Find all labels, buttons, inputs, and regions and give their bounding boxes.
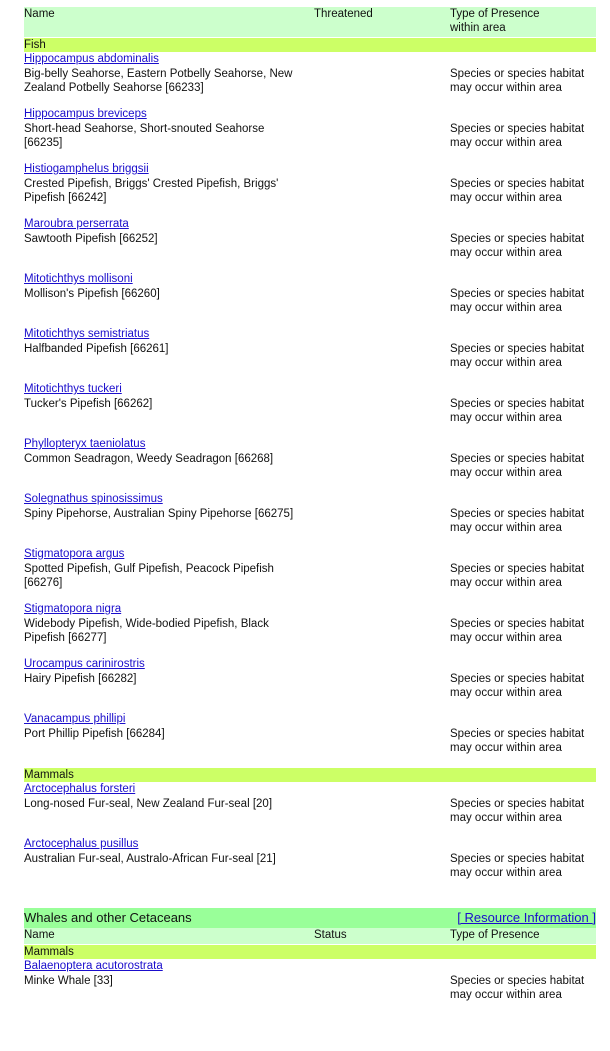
species-name-cell	[24, 437, 314, 492]
species-report	[24, 0, 596, 1014]
species-line	[24, 327, 314, 342]
presence-cell	[450, 974, 596, 1002]
presence-line: Species or species habitat	[450, 178, 585, 190]
species-link[interactable]: Vanacampus phillipi	[24, 713, 126, 725]
table-row	[24, 959, 596, 1014]
table-body	[24, 38, 596, 892]
species-link[interactable]: Mitotichthys tuckeri	[24, 383, 122, 395]
common-name-line: Hairy Pipefish [66282]	[24, 672, 137, 685]
table-row	[24, 837, 596, 892]
species-name-cell	[24, 382, 314, 437]
species-line	[24, 382, 314, 397]
header-presence	[450, 7, 596, 35]
presence-line: Species or species habitat	[450, 728, 585, 740]
presence-line: may occur within area	[450, 302, 562, 314]
common-name-line: Minke Whale [33]	[24, 974, 113, 987]
species-link[interactable]: Balaenoptera acutorostrata	[24, 960, 163, 972]
species-name-cell	[24, 272, 314, 327]
species-name-cell	[24, 492, 314, 547]
group-row	[24, 945, 596, 959]
presence-line: may occur within area	[450, 192, 562, 204]
header-presence-line1: Type of Presence	[450, 8, 540, 20]
presence-line: may occur within area	[450, 867, 562, 879]
presence-line: may occur within area	[450, 812, 562, 824]
common-name-line: Mollison's Pipefish [66260]	[24, 287, 160, 300]
table-row	[24, 657, 596, 712]
presence-cell	[450, 287, 596, 315]
header-threatened: Threatened	[314, 8, 373, 20]
table2-header	[24, 928, 596, 944]
presence-line: may occur within area	[450, 82, 562, 94]
presence-cell	[450, 797, 596, 825]
species-name-cell	[24, 217, 314, 272]
species-name-cell	[24, 837, 314, 892]
presence-cell	[450, 67, 596, 95]
species-line	[24, 602, 314, 617]
common-name-line: Tucker's Pipefish [66262]	[24, 397, 153, 410]
group-label: Fish	[24, 39, 46, 51]
species-link[interactable]: Hippocampus abdominalis	[24, 53, 159, 65]
presence-cell	[450, 232, 596, 260]
species-line	[24, 52, 314, 67]
species-line	[24, 959, 314, 974]
table-row	[24, 327, 596, 382]
species-link[interactable]: Phyllopteryx taeniolatus	[24, 438, 146, 450]
table-row	[24, 547, 596, 602]
common-name-line: Pipefish [66242]	[24, 192, 107, 204]
table-header	[24, 7, 596, 37]
table-row	[24, 217, 596, 272]
species-name-cell	[24, 107, 314, 162]
presence-cell	[450, 852, 596, 880]
species-link[interactable]: Histiogamphelus briggsii	[24, 163, 149, 175]
presence-line: Species or species habitat	[450, 398, 585, 410]
species-name-cell	[24, 959, 314, 1014]
species-line	[24, 837, 314, 852]
species-name-cell	[24, 162, 314, 217]
species-name-cell	[24, 602, 314, 657]
presence-cell	[450, 727, 596, 755]
species-link[interactable]: Arctocephalus pusillus	[24, 838, 139, 850]
species-line	[24, 272, 314, 287]
common-name-line: Crested Pipefish, Briggs' Crested Pipefish, Briggs'	[24, 177, 279, 190]
presence-line: may occur within area	[450, 577, 562, 589]
common-name-line: Pipefish [66277]	[24, 632, 107, 644]
presence-line: Species or species habitat	[450, 453, 585, 465]
species-line	[24, 217, 314, 232]
table-row	[24, 782, 596, 837]
header-presence-line2: within area	[450, 22, 506, 34]
presence-cell	[450, 122, 596, 150]
species-link[interactable]: Mitotichthys mollisoni	[24, 273, 133, 285]
species-line	[24, 107, 314, 122]
header2-name: Name	[24, 929, 55, 941]
common-name-line: Short-head Seahorse, Short-snouted Seahorse	[24, 122, 265, 135]
presence-cell	[450, 562, 596, 590]
presence-line: Species or species habitat	[450, 618, 585, 630]
presence-line: may occur within area	[450, 687, 562, 699]
presence-line: Species or species habitat	[450, 343, 585, 355]
common-name-line: Australian Fur-seal, Australo-African Fur-seal [21]	[24, 852, 276, 865]
presence-cell	[450, 177, 596, 205]
common-name-line: Long-nosed Fur-seal, New Zealand Fur-seal [20]	[24, 797, 273, 810]
species-name-cell	[24, 712, 314, 767]
section-title: Whales and other Cetaceans	[24, 910, 192, 925]
presence-cell	[450, 617, 596, 645]
species-link[interactable]: Maroubra perserrata	[24, 218, 129, 230]
section-header-cetaceans	[24, 908, 596, 928]
presence-line: Species or species habitat	[450, 798, 585, 810]
presence-cell	[450, 342, 596, 370]
presence-line: Species or species habitat	[450, 563, 585, 575]
presence-line: may occur within area	[450, 467, 562, 479]
presence-line: Species or species habitat	[450, 975, 585, 987]
species-link[interactable]: Solegnathus spinosissimus	[24, 493, 163, 505]
presence-cell	[450, 507, 596, 535]
presence-line: may occur within area	[450, 137, 562, 149]
species-name-cell	[24, 52, 314, 107]
species-link[interactable]: Mitotichthys semistriatus	[24, 328, 150, 340]
common-name-line: Zealand Potbelly Seahorse [66233]	[24, 82, 204, 94]
presence-line: Species or species habitat	[450, 673, 585, 685]
header-name: Name	[24, 8, 55, 20]
common-name-line: Common Seadragon, Weedy Seadragon [66268]	[24, 452, 274, 465]
header2-status: Status	[314, 929, 347, 941]
common-name-line: Widebody Pipefish, Wide-bodied Pipefish, Black	[24, 617, 269, 630]
species-name-cell	[24, 547, 314, 602]
presence-line: Species or species habitat	[450, 123, 585, 135]
presence-line: Species or species habitat	[450, 508, 585, 520]
presence-line: may occur within area	[450, 357, 562, 369]
presence-cell	[450, 452, 596, 480]
common-name-line: Spiny Pipehorse, Australian Spiny Pipehorse [66275]	[24, 507, 294, 520]
common-name-line: [66235]	[24, 137, 63, 149]
species-line	[24, 782, 314, 797]
species-line	[24, 437, 314, 452]
presence-line: may occur within area	[450, 522, 562, 534]
table-row	[24, 492, 596, 547]
common-name-line: Big-belly Seahorse, Eastern Potbelly Seahorse, New	[24, 67, 293, 80]
table-row	[24, 602, 596, 657]
presence-line: Species or species habitat	[450, 288, 585, 300]
table2-body	[24, 945, 596, 1014]
species-link[interactable]: Arctocephalus forsteri	[24, 783, 136, 795]
species-name-cell	[24, 657, 314, 712]
common-name-line: Halfbanded Pipefish [66261]	[24, 342, 169, 355]
presence-cell	[450, 397, 596, 425]
presence-line: Species or species habitat	[450, 233, 585, 245]
presence-line: may occur within area	[450, 742, 562, 754]
species-line	[24, 162, 314, 177]
presence-line: may occur within area	[450, 247, 562, 259]
presence-line: Species or species habitat	[450, 853, 585, 865]
species-name-cell	[24, 327, 314, 382]
table-row	[24, 437, 596, 492]
species-line	[24, 492, 314, 507]
common-name-line: Port Phillip Pipefish [66284]	[24, 727, 165, 740]
species-link[interactable]: Urocampus carinirostris	[24, 658, 145, 670]
header2-presence: Type of Presence	[450, 929, 540, 941]
presence-line: may occur within area	[450, 412, 562, 424]
group-row	[24, 38, 596, 52]
common-name-line: [66276]	[24, 577, 63, 589]
resource-information-link[interactable]: [ Resource Information ]	[457, 910, 596, 925]
table-row	[24, 382, 596, 437]
species-line	[24, 712, 314, 727]
group-label: Mammals	[24, 769, 74, 781]
species-link[interactable]: Stigmatopora nigra	[24, 603, 122, 615]
species-line	[24, 657, 314, 672]
group-label: Mammals	[24, 946, 74, 958]
table-row	[24, 712, 596, 767]
species-name-cell	[24, 782, 314, 837]
table-row	[24, 107, 596, 162]
presence-line: may occur within area	[450, 989, 562, 1001]
presence-cell	[450, 672, 596, 700]
table-row	[24, 162, 596, 217]
group-row	[24, 768, 596, 782]
species-line	[24, 547, 314, 562]
species-link[interactable]: Hippocampus breviceps	[24, 108, 147, 120]
table-row	[24, 52, 596, 107]
presence-line: may occur within area	[450, 632, 562, 644]
common-name-line: Sawtooth Pipefish [66252]	[24, 232, 158, 245]
common-name-line: Spotted Pipefish, Gulf Pipefish, Peacock Pipefish	[24, 562, 274, 575]
presence-line: Species or species habitat	[450, 68, 585, 80]
table-row	[24, 272, 596, 327]
species-link[interactable]: Stigmatopora argus	[24, 548, 125, 560]
